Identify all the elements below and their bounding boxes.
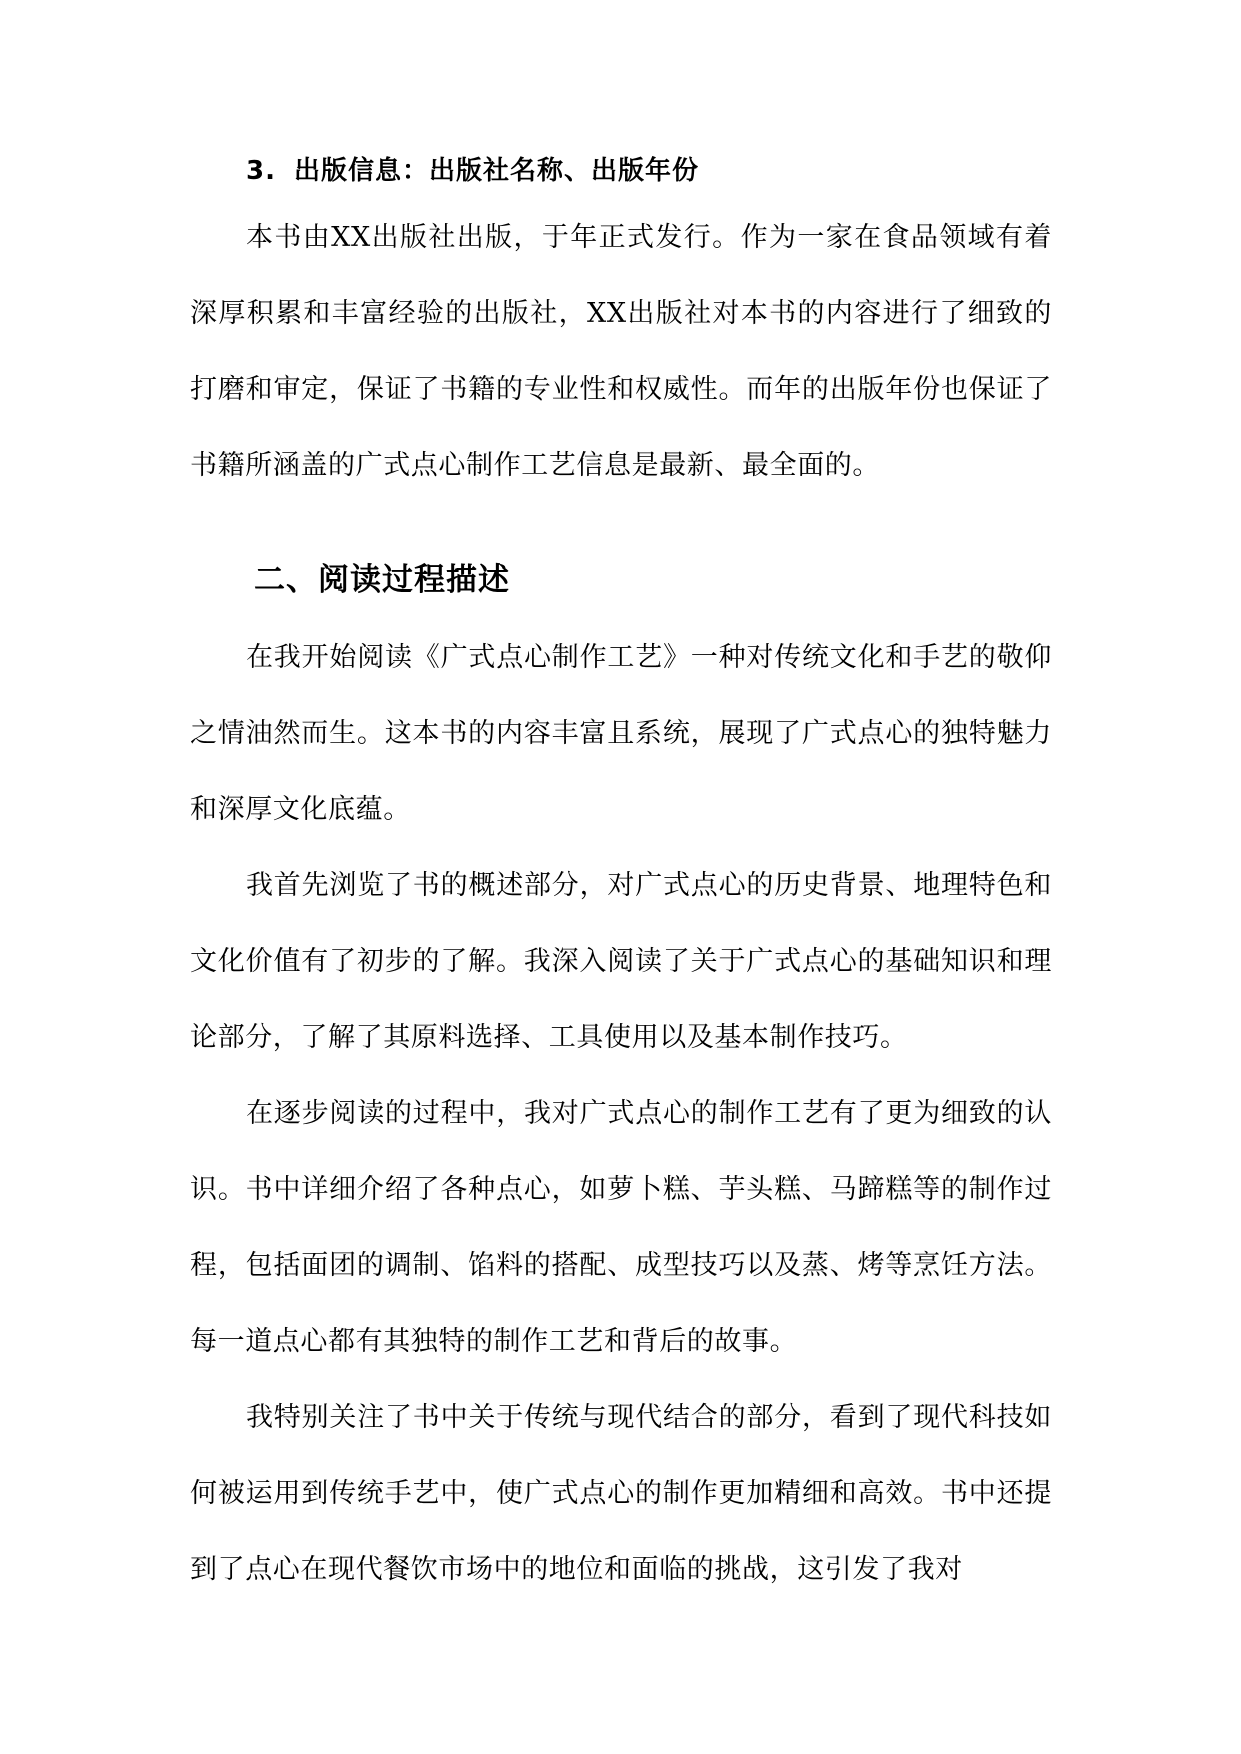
section-3-title: 出版信息：出版社名称、出版年份 <box>293 156 699 186</box>
reading-paragraph-2: 我首先浏览了书的概述部分，对广式点心的历史背景、地理特色和文化价值有了初步的了解。我深入阅读了关于广式点心的基础知识和理论部分，了解了其原料选择、工具使用以及基本制作技巧。 <box>190 870 1052 1053</box>
page-content <box>190 142 1052 1608</box>
publisher-paragraph: 本书由XX出版社出版，于年正式发行。作为一家在食品领域有着深厚积累和丰富经验的出版社，XX出版社对本书的内容进行了细致的打磨和审定，保证了书籍的专业性和权威性。而年的出版年份也保证了书籍所涵盖的广式点心制作工艺信息是最新、最全面的。 <box>190 222 1052 481</box>
reading-process-heading: 二、阅读过程描述 <box>254 562 510 598</box>
section-3-number: 3. <box>246 156 276 186</box>
reading-paragraph-3: 在逐步阅读的过程中，我对广式点心的制作工艺有了更为细致的认识。书中详细介绍了各种点心，如萝卜糕、芋头糕、马蹄糕等的制作过程，包括面团的调制、馅料的搭配、成型技巧以及蒸、烤等烹饪方法。每一道点心都有其独特的制作工艺和背后的故事。 <box>190 1098 1052 1357</box>
section-3-heading <box>190 142 1052 200</box>
reading-paragraph-4: 我特别关注了书中关于传统与现代结合的部分，看到了现代科技如何被运用到传统手艺中，使广式点心的制作更加精细和高效。书中还提到了点心在现代餐饮市场中的地位和面临的挑战，这引发了我对 <box>190 1402 1052 1585</box>
reading-paragraph-1: 在我开始阅读《广式点心制作工艺》一种对传统文化和手艺的敬仰之情油然而生。这本书的内容丰富且系统，展现了广式点心的独特魅力和深厚文化底蕴。 <box>190 642 1052 825</box>
